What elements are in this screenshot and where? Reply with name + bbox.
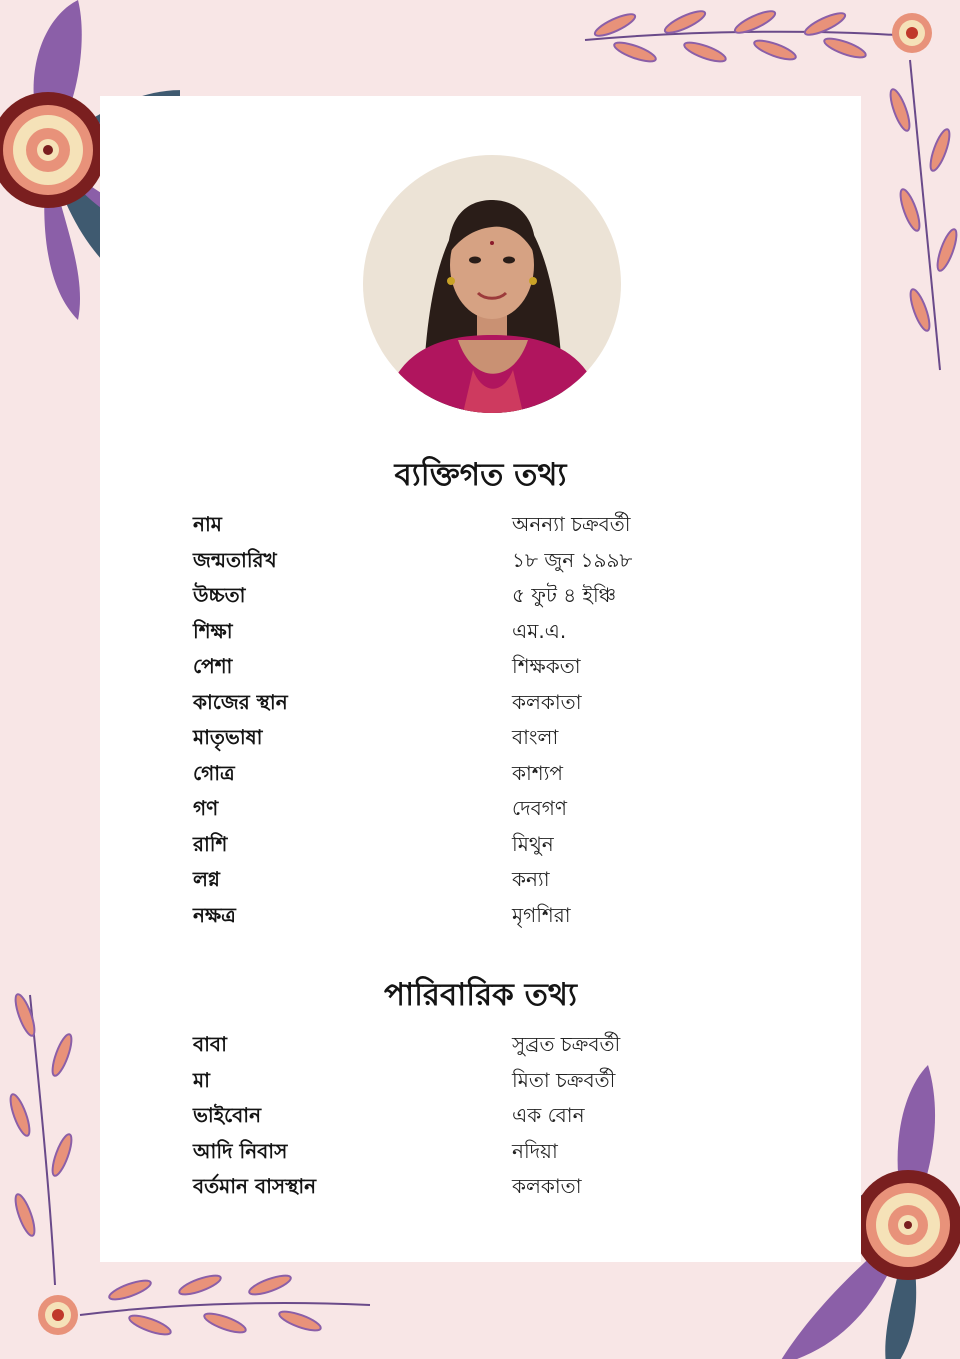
family-info-title: পারিবারিক তথ্য	[384, 977, 577, 1013]
family-info-row	[193, 1101, 793, 1137]
family-info-value: নদিয়া	[512, 1138, 558, 1163]
personal-info-row	[193, 865, 793, 901]
personal-info-row	[193, 617, 793, 653]
personal-info-row	[193, 901, 793, 937]
personal-info-value: কন্যা	[512, 867, 550, 891]
family-info-row	[193, 1137, 793, 1173]
family-info-label: মা	[193, 1067, 210, 1092]
family-info-list	[193, 1030, 793, 1208]
personal-info-row	[193, 759, 793, 795]
personal-info-row	[193, 581, 793, 617]
personal-info-label: উচ্চতা	[193, 583, 246, 607]
personal-info-label: নাম	[193, 512, 222, 536]
personal-info-value: কলকাতা	[512, 689, 582, 714]
family-info-value: মিতা চক্রবর্তী	[512, 1067, 616, 1092]
personal-info-row	[193, 830, 793, 866]
personal-info-value: বাংলা	[512, 725, 559, 749]
personal-info-label: পেশা	[193, 654, 233, 678]
family-info-row	[193, 1030, 793, 1066]
personal-info-value: মৃগশিরা	[512, 902, 571, 927]
personal-info-row	[193, 652, 793, 688]
personal-info-title: ব্যক্তিগত তথ্য	[394, 457, 567, 493]
personal-info-value: ১৮ জুন ১৯৯৮	[512, 547, 633, 572]
personal-info-row	[193, 794, 793, 830]
family-info-row	[193, 1066, 793, 1102]
personal-info-value: কাশ্যপ	[512, 760, 564, 785]
personal-info-row	[193, 510, 793, 546]
family-info-label: আদি নিবাস	[193, 1138, 288, 1163]
family-info-label: বর্তমান বাসস্থান	[193, 1174, 317, 1198]
personal-info-label: শিক্ষা	[193, 618, 233, 643]
profile-photo	[363, 155, 621, 413]
family-info-row	[193, 1172, 793, 1208]
personal-info-row	[193, 546, 793, 582]
family-info-value: এক বোন	[512, 1103, 585, 1127]
family-info-value: কলকাতা	[512, 1174, 582, 1198]
personal-info-label: জন্মতারিখ	[193, 547, 277, 572]
personal-info-value: শিক্ষকতা	[512, 654, 581, 678]
personal-info-value: এম.এ.	[512, 618, 567, 643]
personal-info-label: মাতৃভাষা	[193, 725, 263, 749]
personal-info-row	[193, 688, 793, 724]
biodata-card	[100, 96, 861, 1262]
family-info-label: ভাইবোন	[193, 1103, 262, 1127]
personal-info-row	[193, 723, 793, 759]
family-info-value: সুব্রত চক্রবর্তী	[512, 1032, 621, 1056]
personal-info-label: কাজের স্থান	[193, 689, 288, 714]
personal-info-label: গোত্র	[193, 760, 235, 785]
personal-info-label: গণ	[193, 796, 219, 820]
personal-info-list	[193, 510, 793, 936]
personal-info-value: অনন্যা চক্রবর্তী	[512, 512, 631, 536]
family-info-label: বাবা	[193, 1032, 227, 1056]
personal-info-value: দেবগণ	[512, 796, 567, 820]
personal-info-value: মিথুন	[512, 831, 554, 856]
personal-info-label: রাশি	[193, 831, 228, 856]
personal-info-value: ৫ ফুট ৪ ইঞ্চি	[512, 583, 617, 607]
personal-info-label: নক্ষত্র	[193, 902, 236, 927]
personal-info-label: লগ্ন	[193, 867, 220, 891]
